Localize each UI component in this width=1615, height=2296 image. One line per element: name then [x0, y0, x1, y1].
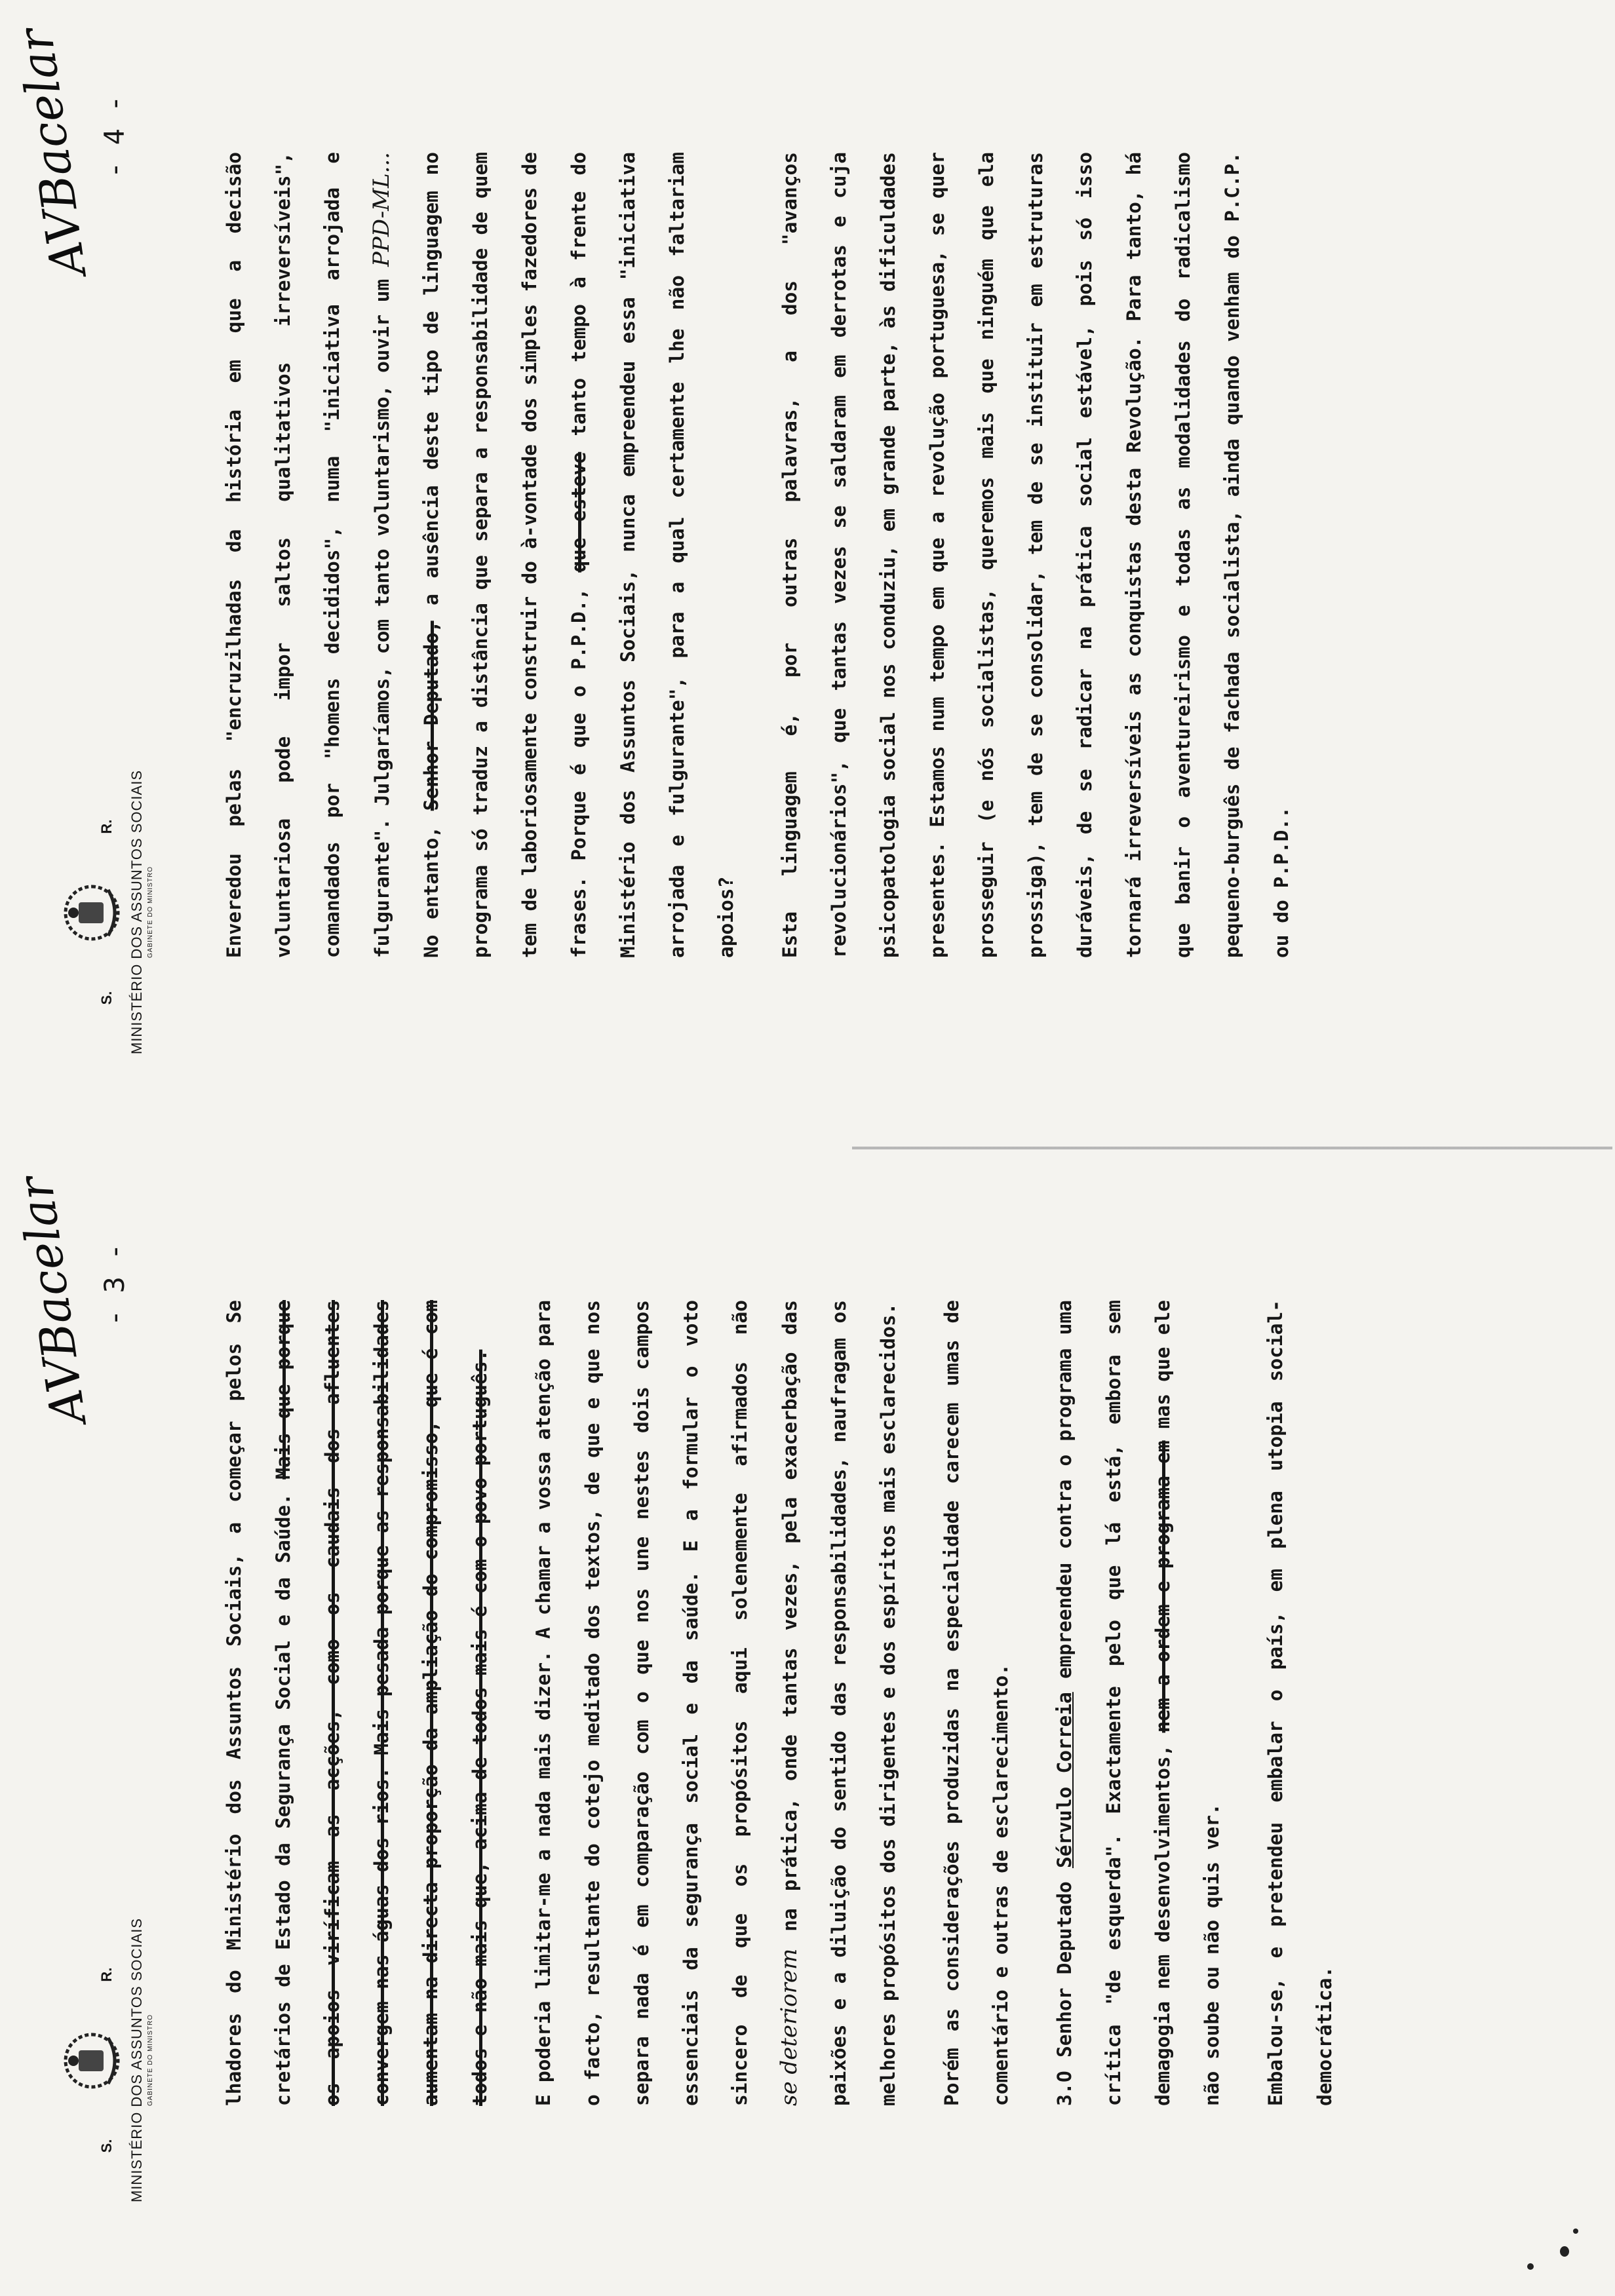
struck-text: nem a ordem e programa em — [1152, 1440, 1174, 1733]
crest-letter-r: R. — [98, 819, 115, 834]
paragraph: Esta linguagem é, por outras palavras, a dos "avanços revolucionários", que tantas vezes se saldaram em derrotas e cuja psicopatologia social nos conduziu, em grande parte, às dificuldades presentes. Estamos num tempo em que a revolução portuguesa, se quer prosseguir (e nós socialistas, queremos mais que ninguém que ela prossiga), tem de se consolidar, tem de se instituir em estruturas duráveis, de se radicar na prática social estável, pois só isso tornará irreversíveis as conquistas desta Revolução. Para tanto, há que banir o aventureirismo e todas as modalidades do radicalismo pequeno-burguês de fachada socialista, ainda quando venham do P.C.P. ou do P.P.D.. — [779, 152, 1293, 958]
text-run: lhadores do Ministério dos Assuntos Sociais, a começar pelos Se cretários de Estado da Segurança Social e da Saúde. — [223, 1300, 294, 2106]
crest-letter-s: S. — [98, 2139, 115, 2153]
cabinet-name: GABINETE DO MINISTRO — [147, 2014, 154, 2107]
page-number: - 3 - — [98, 1243, 130, 1326]
paragraph — [519, 1300, 913, 2106]
paragraph-number: 3. — [1053, 2082, 1076, 2106]
struck-text: Senhor Deputado, — [420, 621, 442, 811]
ministry-name: MINISTÉRIO DOS ASSUNTOS SOCIAIS — [128, 1918, 145, 2203]
page-4-body — [210, 152, 1321, 958]
struck-text: que esteve — [568, 451, 590, 573]
paragraph — [210, 1300, 505, 2106]
paragraph — [210, 152, 751, 958]
text-run: O Senhor Deputado — [1053, 1868, 1076, 2082]
coat-of-arms-icon — [59, 880, 125, 946]
text-run: tanto tempo à frente do Ministério dos Assuntos Sociais, nunca empreendeu essa "iniciativa arrojada e fulgurante", para a qual certamente lhe não faltariam apoios? — [568, 152, 737, 958]
handwritten-insertion: PPD-ML... — [368, 152, 395, 267]
coat-of-arms-icon — [59, 2028, 125, 2094]
text-run: Enveredou pelas "encruzilhadas da história em que a decisão voluntariosa pode impor saltos qualitativos irreversíveis", comandados por "homens decididos", numa "iniciativa arrojada e fulgurante". Julgaríamos, com tanto voluntarismo, ouvir um — [223, 152, 393, 958]
text-run: a ausência deste tipo de linguagem no programa só traduz a distância que separa a responsabilidade de quem tem de laboriosamente construir do à-vontade dos simples fazedores de frases. Porque é que o P.P.D., — [420, 152, 590, 958]
page-3-body — [210, 1300, 1364, 2106]
letterhead — [59, 1890, 154, 2230]
handwritten-insertion: se deteriorem — [776, 1948, 802, 2106]
underlined-name: Sérvulo Correia — [1053, 1692, 1076, 1869]
text-run: na prática, onde tantas vezes, pela exacerbação das paixões e a diluição do sentido das responsabilidades, naufragam os melhores propósitos dos dirigentes e dos espíritos mais esclarecidos. — [779, 1300, 899, 2106]
text-run: E poderia limitar-me a nada mais dizer. A chamar a vossa atenção para o facto, resultante do cotejo meditado dos textos, de que e que nos separa nada é em comparação com o que nos une nestes dois campos essenciais da segurança social e da saúde. E a formular o voto sincero de que os propósitos aqui solenemente afirmados não — [532, 1300, 751, 2106]
page-3 — [0, 1148, 1615, 2296]
ministry-name: MINISTÉRIO DOS ASSUNTOS SOCIAIS — [128, 770, 145, 1055]
page-number: - 4 - — [98, 95, 130, 178]
letterhead — [59, 742, 154, 1082]
text-run: mas que ele não soube ou não quis ver. — [1152, 1300, 1223, 2106]
struck-text: Mais que porque os apoios viríficam as acções, como os caudais dos afluentes convergem nas águas dos rios. Mais pesada porque as responsabilidades aumentam na directa proporção da ampliação do compromisso, que é com todos e não mais que, acima de todos mais é com o povo português. — [272, 1300, 491, 2106]
crest-letter-r: R. — [98, 1967, 115, 1982]
signature: AVBacelar — [7, 25, 97, 280]
paragraph: Porém as considerações produzidas na especialidade carecem umas de comentário e outras de esclarecimento. — [941, 1300, 1012, 2106]
crest-letter-s: S. — [98, 991, 115, 1005]
paragraph: Embalou-se, e pretendeu embalar o país, em plena utopia social-democrática. — [1264, 1300, 1336, 2106]
numbered-paragraph — [1040, 1300, 1237, 2106]
cabinet-name: GABINETE DO MINISTRO — [147, 866, 154, 959]
text-run: No entanto, — [420, 811, 442, 958]
text-run: empreendeu contra o programa uma crítica "de esquerda". Exactamente pelo que lá está, embora sem demagogia nem desenvolvimentos, — [1053, 1300, 1174, 2106]
signature: AVBacelar — [7, 1173, 97, 1428]
